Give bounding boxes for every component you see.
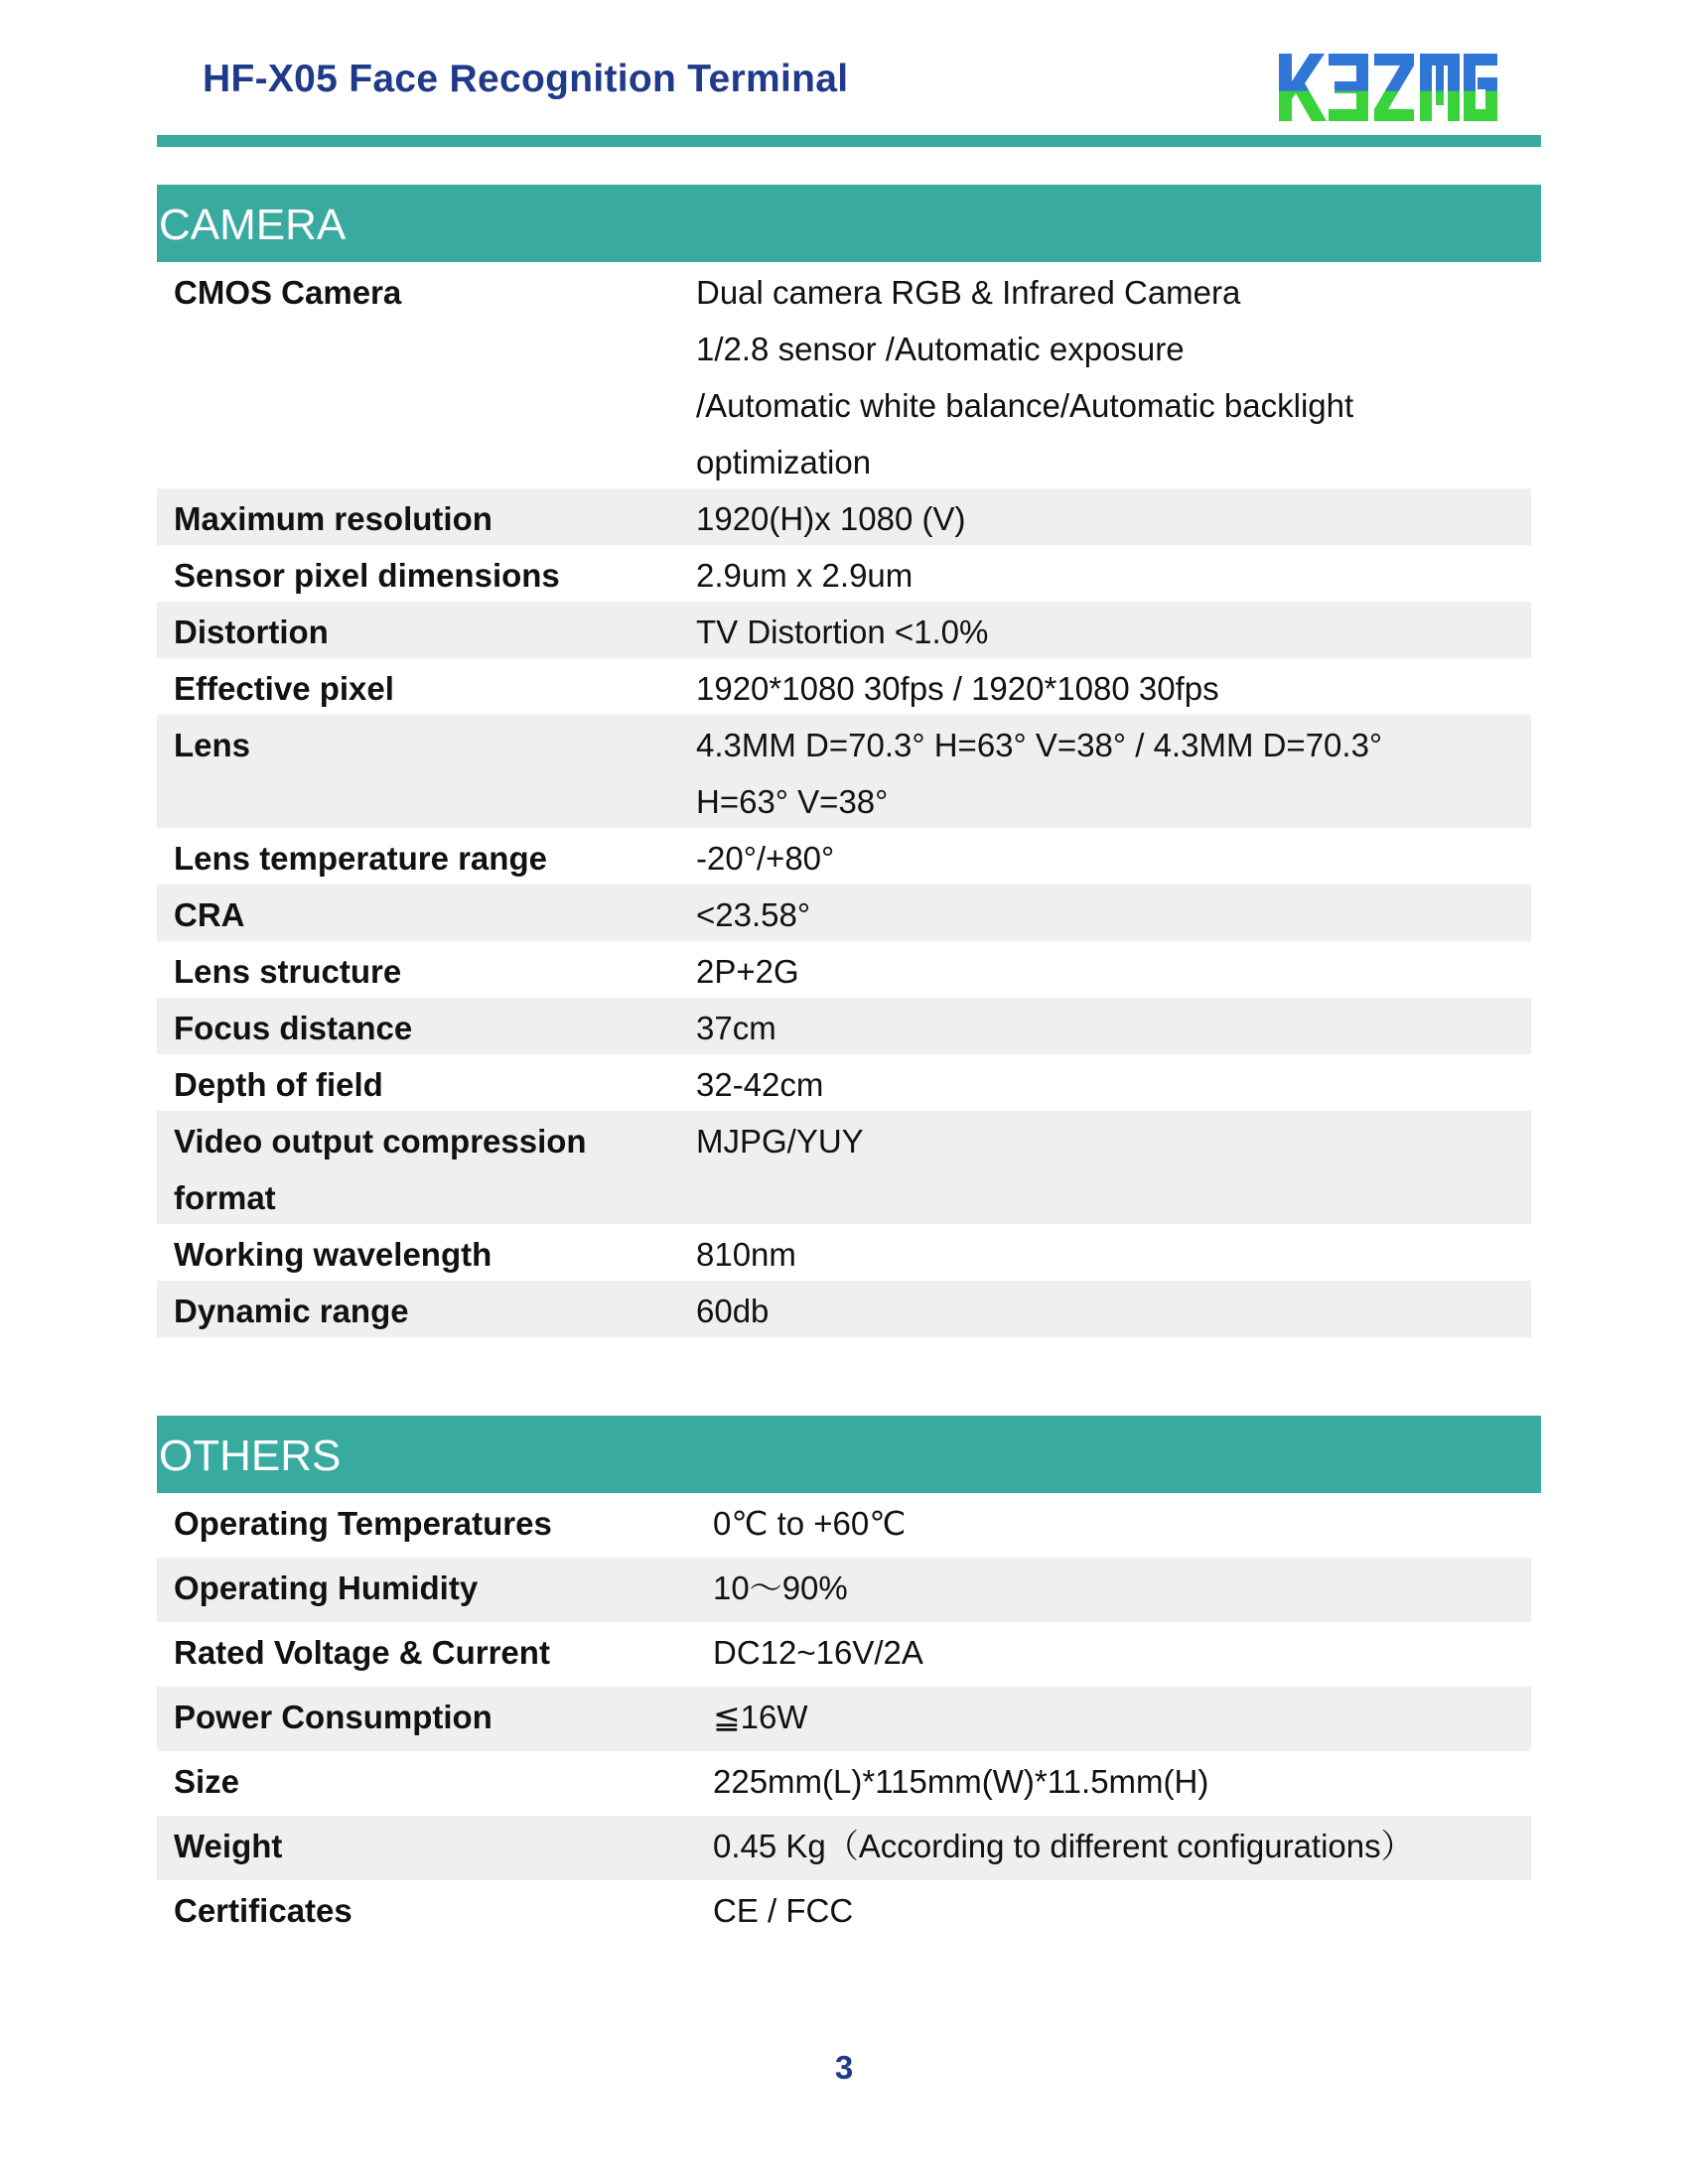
spec-value-line: /Automatic white balance/Automatic backlight (696, 387, 1354, 424)
spec-row (157, 658, 1531, 715)
spec-value-line: -20°/+80° (696, 840, 835, 877)
spec-row (157, 1687, 1531, 1751)
spec-value (696, 1000, 776, 1056)
spec-value-line: 1920(H)x 1080 (V) (696, 500, 966, 537)
spec-value (713, 1689, 808, 1745)
spec-label (174, 1056, 383, 1113)
spec-label-line: Weight (174, 1828, 283, 1864)
spec-label-line: Video output compression (174, 1123, 587, 1160)
spec-row (157, 1224, 1531, 1281)
document-title: HF-X05 Face Recognition Terminal (203, 58, 849, 100)
spec-value-line: MJPG/YUY (696, 1123, 864, 1160)
spec-row (157, 1751, 1531, 1816)
spec-value-line: TV Distortion <1.0% (696, 614, 989, 650)
spec-label-line: Operating Temperatures (174, 1505, 552, 1542)
spec-value-line: 1920*1080 30fps / 1920*1080 30fps (696, 670, 1219, 707)
spec-value (696, 264, 1353, 490)
spec-label-line: format (174, 1179, 276, 1216)
spec-value-line: 10～90% (713, 1570, 848, 1606)
spec-value-line: 2P+2G (696, 953, 799, 990)
spec-value (696, 490, 965, 547)
spec-row (157, 828, 1531, 885)
spec-label-line: Effective pixel (174, 670, 394, 707)
spec-value (713, 1624, 923, 1681)
spec-label-line: Certificates (174, 1892, 352, 1929)
spec-value (696, 1113, 864, 1169)
header-rule (157, 135, 1541, 147)
spec-value-line: DC12~16V/2A (713, 1634, 923, 1671)
spec-value (696, 660, 1219, 717)
spec-label (174, 717, 250, 773)
spec-value-line: 2.9um x 2.9um (696, 557, 914, 594)
spec-value (696, 943, 799, 1000)
spec-label (174, 1818, 282, 1874)
spec-value (713, 1560, 848, 1616)
spec-value-line: 1/2.8 sensor /Automatic exposure (696, 331, 1185, 367)
spec-value-line: 4.3MM D=70.3° H=63° V=38° / 4.3MM D=70.3° (696, 727, 1383, 763)
spec-row (157, 262, 1531, 488)
spec-row (157, 998, 1531, 1054)
spec-label (174, 1283, 409, 1339)
spec-label (174, 490, 492, 547)
spec-value-line: 0℃ to +60℃ (713, 1505, 907, 1542)
spec-label-line: Focus distance (174, 1010, 413, 1046)
spec-label (174, 1495, 552, 1552)
spec-value (696, 1226, 796, 1283)
spec-label-line: CRA (174, 896, 245, 933)
spec-row (157, 941, 1531, 998)
spec-row (157, 1622, 1531, 1687)
spec-value-line: 810nm (696, 1236, 796, 1273)
page-number: 3 (834, 2049, 854, 2086)
spec-label (174, 1113, 587, 1226)
others-section-heading: OTHERS (157, 1416, 1541, 1493)
spec-value (696, 1056, 823, 1113)
spec-value (696, 830, 834, 887)
spec-label (174, 830, 547, 887)
spec-row (157, 1816, 1531, 1880)
spec-row (157, 488, 1531, 545)
spec-value-line: optimization (696, 444, 872, 480)
spec-row (157, 602, 1531, 658)
spec-value (713, 1882, 853, 1939)
spec-row (157, 715, 1531, 828)
spec-label-line: CMOS Camera (174, 274, 402, 311)
spec-label (174, 547, 560, 604)
brand-logo (1273, 46, 1501, 127)
spec-label-line: Size (174, 1763, 240, 1800)
spec-label (174, 264, 401, 321)
spec-label (174, 887, 245, 943)
spec-label (174, 1882, 352, 1939)
spec-value-line: ≦16W (713, 1699, 808, 1735)
spec-row (157, 1054, 1531, 1111)
spec-value (696, 604, 988, 660)
camera-spec-table (157, 262, 1531, 1337)
spec-row (157, 1493, 1531, 1558)
spec-value (696, 887, 810, 943)
spec-row (157, 1558, 1531, 1622)
spec-label (174, 660, 394, 717)
spec-label (174, 604, 329, 660)
spec-label-line: Rated Voltage & Current (174, 1634, 550, 1671)
others-spec-table (157, 1493, 1531, 1945)
spec-label-line: Sensor pixel dimensions (174, 557, 560, 594)
spec-label-line: Maximum resolution (174, 500, 492, 537)
spec-value-line: CE / FCC (713, 1892, 854, 1929)
spec-label (174, 1753, 239, 1810)
spec-value (696, 717, 1382, 830)
spec-row (157, 1111, 1531, 1224)
spec-label (174, 1000, 412, 1056)
spec-value-line: H=63° V=38° (696, 783, 889, 820)
spec-label-line: Distortion (174, 614, 329, 650)
spec-value (696, 547, 913, 604)
spec-label (174, 1560, 478, 1616)
spec-value (696, 1283, 769, 1339)
spec-value (713, 1818, 1414, 1874)
spec-value-line: 0.45 Kg（According to different configurations） (713, 1828, 1414, 1864)
spec-value-line: <23.58° (696, 896, 811, 933)
spec-value-line: 32-42cm (696, 1066, 824, 1103)
spec-label (174, 1689, 492, 1745)
spec-row (157, 545, 1531, 602)
spec-value-line: 60db (696, 1293, 770, 1329)
spec-value (713, 1753, 1208, 1810)
spec-label-line: Depth of field (174, 1066, 383, 1103)
spec-label-line: Operating Humidity (174, 1570, 479, 1606)
spec-label (174, 1624, 550, 1681)
camera-section-heading: CAMERA (157, 185, 1541, 262)
spec-value-line: 225mm(L)*115mm(W)*11.5mm(H) (713, 1763, 1209, 1800)
spec-label-line: Power Consumption (174, 1699, 492, 1735)
spec-label-line: Dynamic range (174, 1293, 409, 1329)
spec-label-line: Lens structure (174, 953, 402, 990)
spec-label (174, 1226, 492, 1283)
spec-label (174, 943, 401, 1000)
spec-label-line: Lens temperature range (174, 840, 547, 877)
spec-label-line: Lens (174, 727, 251, 763)
spec-label-line: Working wavelength (174, 1236, 492, 1273)
spec-row (157, 885, 1531, 941)
spec-value (713, 1495, 906, 1552)
spec-value-line: 37cm (696, 1010, 776, 1046)
spec-value-line: Dual camera RGB & Infrared Camera (696, 274, 1241, 311)
spec-row (157, 1281, 1531, 1337)
spec-row (157, 1880, 1531, 1945)
